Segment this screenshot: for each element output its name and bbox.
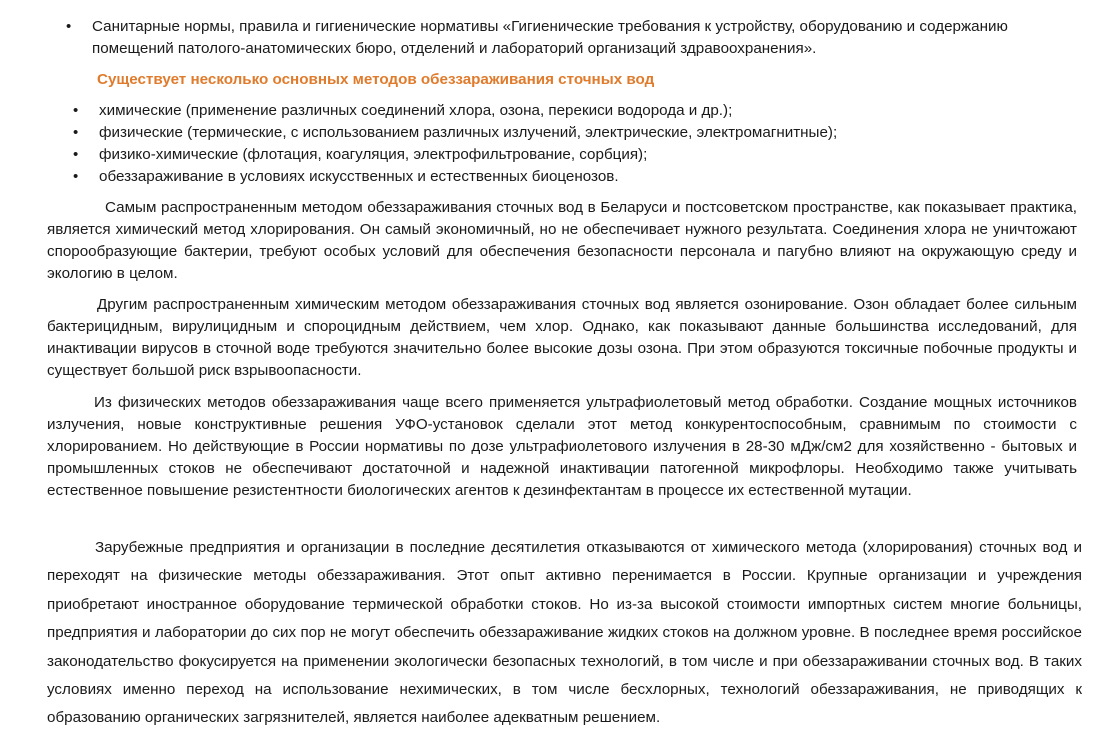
paragraph-text: Зарубежные предприятия и организации в последние десятилетия отказываются от химического метода (хлорирования) сточных вод и переходят на физические методы обеззараживания. Этот опыт активно перенимается в России. Крупные организации и учреждения приобретают иностранное оборудование термической обработки стоков. Но из-за высокой стоимости импортных систем многие больницы, предприятия и лаборатории до сих пор не могут обеспечить обеззараживание жидких стоков на должном уровне. В последнее время российское законодательство фокусируется на применении экологически безопасных технологий, в том числе и при обеззараживании сточных вод. В таких условиях именно переход на использование нехимических, в том числе бесхлорных, технологий обеззараживания, не приводящих к образованию органических загрязнителей, является наиболее адекватным решением. bbox=[47, 539, 1082, 727]
paragraph-text: Другим распространенным химическим методом обеззараживания сточных вод является озонирование. Озон обладает более сильным бактерицидным, вирулицидным и спороцидным действием, чем хлор. Однако, как показывают данные большинства исследований, для инактивации вирусов в сточной воде требуются значительно более высокие дозы озона. При этом образуются токсичные побочные продукты и существует большой риск взрывоопасности. bbox=[47, 296, 1077, 379]
bullet-marker: • bbox=[66, 18, 72, 35]
method-item-chemical bbox=[73, 100, 1063, 122]
method-item-text: обеззараживание в условиях искусственных и естественных биоценозов. bbox=[99, 168, 619, 185]
method-item-physchem bbox=[73, 144, 1063, 166]
method-item-text: химические (применение различных соединений хлора, озона, перекиси водорода и др.); bbox=[99, 102, 733, 119]
bullet-marker: • bbox=[73, 146, 79, 163]
paragraph-uv bbox=[47, 392, 1077, 502]
method-item-text: физические (термические, с использованием различных излучений, электрические, электромагнитные); bbox=[99, 124, 838, 141]
paragraph-chlorination bbox=[47, 197, 1077, 285]
paragraph-ozonation bbox=[47, 294, 1077, 382]
methods-heading: Существует несколько основных методов обеззараживания сточных вод bbox=[97, 71, 655, 88]
method-item-biocenosis bbox=[73, 166, 1063, 188]
norms-bullet bbox=[66, 16, 1066, 60]
bullet-marker: • bbox=[73, 124, 79, 141]
paragraph-text: Самым распространенным методом обеззараживания сточных вод в Беларуси и постсоветском пространстве, как показывает практика, является химический метод хлорирования. Он самый экономичный, но не обеспечивает нужного результата. Соединения хлора не уничтожают спорообразующие бактерии, требуют особых условий для обеспечения безопасности персонала и пагубно влияют на окружающую среду и экологию в целом. bbox=[47, 199, 1077, 282]
paragraph-text: Из физических методов обеззараживания чаще всего применяется ультрафиолетовый метод обработки. Создание мощных источников излучения, новые конструктивные решения УФО-установок сделали этот метод конкурентоспособным, сравнимым по стоимости с хлорированием. Но действующие в России нормативы по дозе ультрафиолетового излучения в 28-30 мДж/см2 для хозяйственно - бытовых и промышленных стоков не обеспечивают достаточной и надежной инактивации патогенной микрофлоры. Необходимо также учитывать естественное повышение резистентности биологических агентов к дезинфектантам в процессе их естественной мутации. bbox=[47, 394, 1077, 499]
paragraph-foreign bbox=[47, 534, 1082, 733]
bullet-marker: • bbox=[73, 102, 79, 119]
bullet-marker: • bbox=[73, 168, 79, 185]
method-item-text: физико-химические (флотация, коагуляция, электрофильтрование, сорбция); bbox=[99, 146, 648, 163]
method-item-physical bbox=[73, 122, 1063, 144]
norms-bullet-text: Санитарные нормы, правила и гигиенические нормативы «Гигиенические требования к устройству, оборудованию и содержанию помещений патолого-анатомических бюро, отделений и лабораторий организаций здравоохранения». bbox=[92, 18, 1008, 57]
